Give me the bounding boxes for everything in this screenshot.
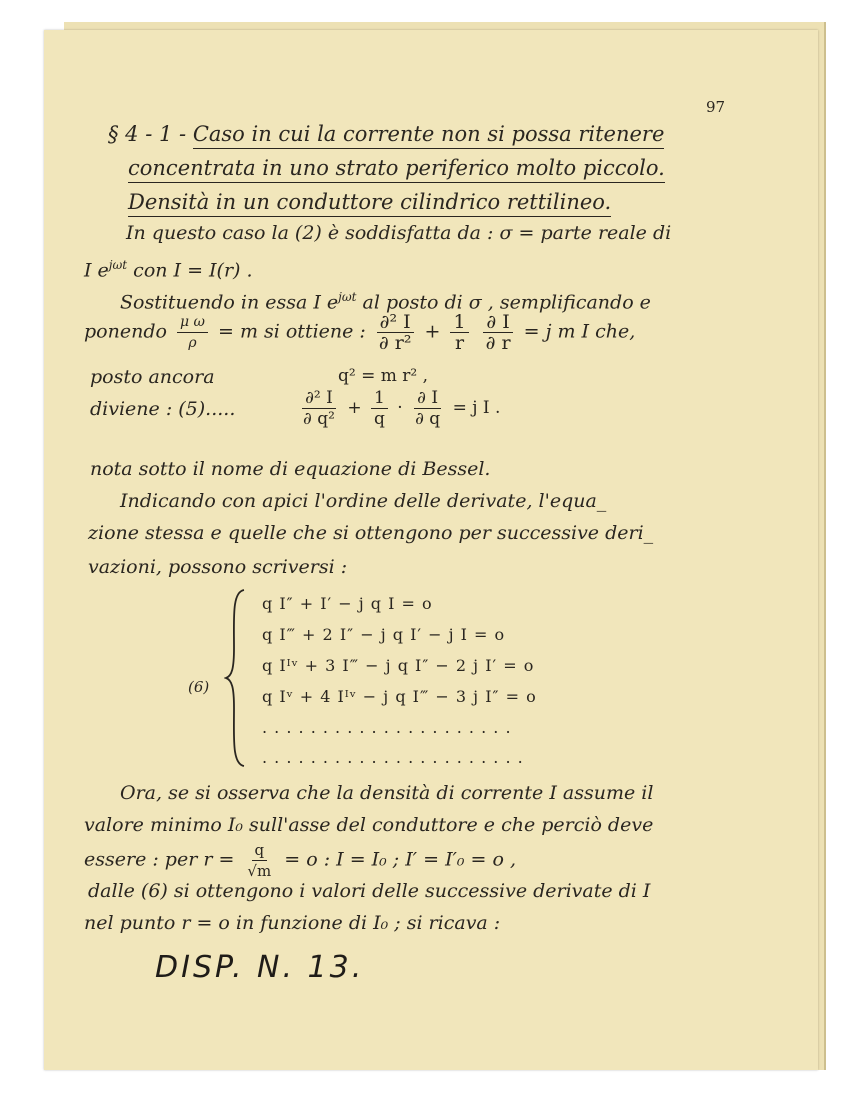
equation-q-squared: q² = m r² ,: [338, 366, 429, 386]
eq5-denominator-1: ∂ q²: [303, 409, 335, 429]
system-row-1: q I″ + I′ − j q I = o: [262, 594, 433, 613]
fraction-d2I-numerator: ∂² I: [377, 312, 414, 333]
eq5-fraction-dI-dq: [412, 388, 443, 429]
section-heading-line2: [128, 156, 665, 180]
system-label: (6): [188, 678, 210, 696]
eq5-q: q: [373, 409, 385, 429]
para1-text-b: con I = I(r) .: [133, 259, 253, 282]
para2-text-a: Sostituendo in essa I e: [120, 291, 339, 314]
para1-exponent: jωt: [108, 258, 128, 272]
fraction-dI-denominator: ∂ r: [485, 332, 511, 354]
para1-line2: [84, 258, 253, 281]
para1-text-a: I e: [84, 259, 109, 282]
eq5-fraction-d2I-dq2: [300, 388, 338, 429]
system-row-2: q I‴ + 2 I″ − j q I′ − j I = o: [262, 625, 506, 644]
system-row-3: q Iᴵᵛ + 3 I‴ − j q I″ − 2 j I′ = o: [262, 656, 535, 675]
para4-line2: zione stessa e quelle che si ottengono per successive deri_: [88, 522, 654, 544]
eq5-numerator-1: ∂² I: [302, 388, 336, 409]
dispensa-stamp: DISP. N. 13.: [155, 950, 365, 985]
fraction-d2I-denominator: ∂ r²: [378, 332, 412, 354]
fraction-mu-omega-denominator: ρ: [188, 335, 197, 351]
fraction-mu-omega-numerator: μ ω: [177, 312, 208, 333]
eq5-plus: +: [347, 398, 362, 418]
para2-line1: [120, 290, 651, 313]
para5-conditions: = o : I = I₀ ; I′ = I′₀ = o ,: [284, 848, 517, 871]
fraction-q-over-sqrt-m: [244, 840, 274, 881]
para3: nota sotto il nome di equazione di Bessel.: [90, 458, 491, 480]
para2-si-ottiene: = m si ottiene :: [217, 320, 366, 343]
fraction-sqrt-m-denominator: √m: [247, 862, 272, 880]
para2-ponendo: ponendo: [84, 320, 167, 343]
eq5-denominator-2: ∂ q: [415, 409, 441, 429]
section-title-line1: Caso in cui la corrente non si possa ritenere: [193, 122, 665, 149]
section-heading-line3: [128, 190, 611, 214]
eq5-numerator-2: ∂ I: [414, 388, 441, 409]
eq5-rhs: = j I .: [452, 398, 501, 418]
fraction-q-numerator: q: [252, 840, 268, 861]
section-title-line2: concentrata in uno strato periferico molto piccolo.: [128, 156, 665, 183]
system-row-dots-2: . . . . . . . . . . . . . . . . . . . . . .: [262, 748, 524, 767]
para5-line1: Ora, se si osserva che la densità di corrente I assume il: [120, 782, 654, 804]
section-title-line3: Densità in un conduttore cilindrico rettilineo.: [128, 190, 611, 217]
fraction-r-denominator: r: [454, 332, 465, 354]
eq5-dot: ·: [397, 398, 403, 418]
para2-exponent: jωt: [338, 290, 357, 304]
system-row-4: q Iᵛ + 4 Iᴵᵛ − j q I‴ − 3 j I″ = o: [262, 687, 537, 706]
para2-line4: diviene : (5).....: [90, 398, 236, 420]
section-number: § 4 - 1 -: [108, 122, 187, 146]
fraction-one-over-r: [450, 312, 468, 353]
para5-line3: [84, 840, 516, 881]
para5-per-r: essere : per r =: [84, 848, 235, 871]
para2-line3: posto ancora: [90, 366, 215, 388]
page-number: 97: [706, 98, 726, 116]
system-brace: [224, 588, 246, 768]
para2-che: = j m I che,: [523, 320, 636, 343]
para1-line1: In questo caso la (2) è soddisfatta da : σ = parte reale di: [126, 222, 672, 244]
para5-line5: nel punto r = o in funzione di I₀ ; si ricava :: [84, 912, 501, 934]
para4-line3: vazioni, possono scriversi :: [88, 556, 348, 578]
para2-text-b: al posto di σ , semplificando e: [362, 291, 651, 314]
eq5-fraction-one-over-q: [371, 388, 388, 429]
fraction-dI-dr: [483, 312, 514, 353]
eq5-one: 1: [371, 388, 388, 409]
fraction-dI-numerator: ∂ I: [483, 312, 512, 333]
para2-line2: [84, 312, 635, 353]
para5-line4: dalle (6) si ottengono i valori delle successive derivate di I: [88, 880, 651, 902]
para5-line2: valore minimo I₀ sull'asse del conduttore e che perciò deve: [84, 814, 654, 836]
fraction-one-numerator: 1: [450, 312, 468, 333]
para4-line1: Indicando con apici l'ordine delle derivate, l'equa_: [120, 490, 607, 512]
section-heading-line1: [108, 122, 664, 146]
fraction-d2I-dr2: [376, 312, 415, 353]
equation-5: [296, 388, 500, 429]
fraction-mu-omega: [177, 312, 208, 353]
plus-sign: +: [424, 320, 441, 343]
system-row-dots-1: . . . . . . . . . . . . . . . . . . . . .: [262, 718, 512, 737]
